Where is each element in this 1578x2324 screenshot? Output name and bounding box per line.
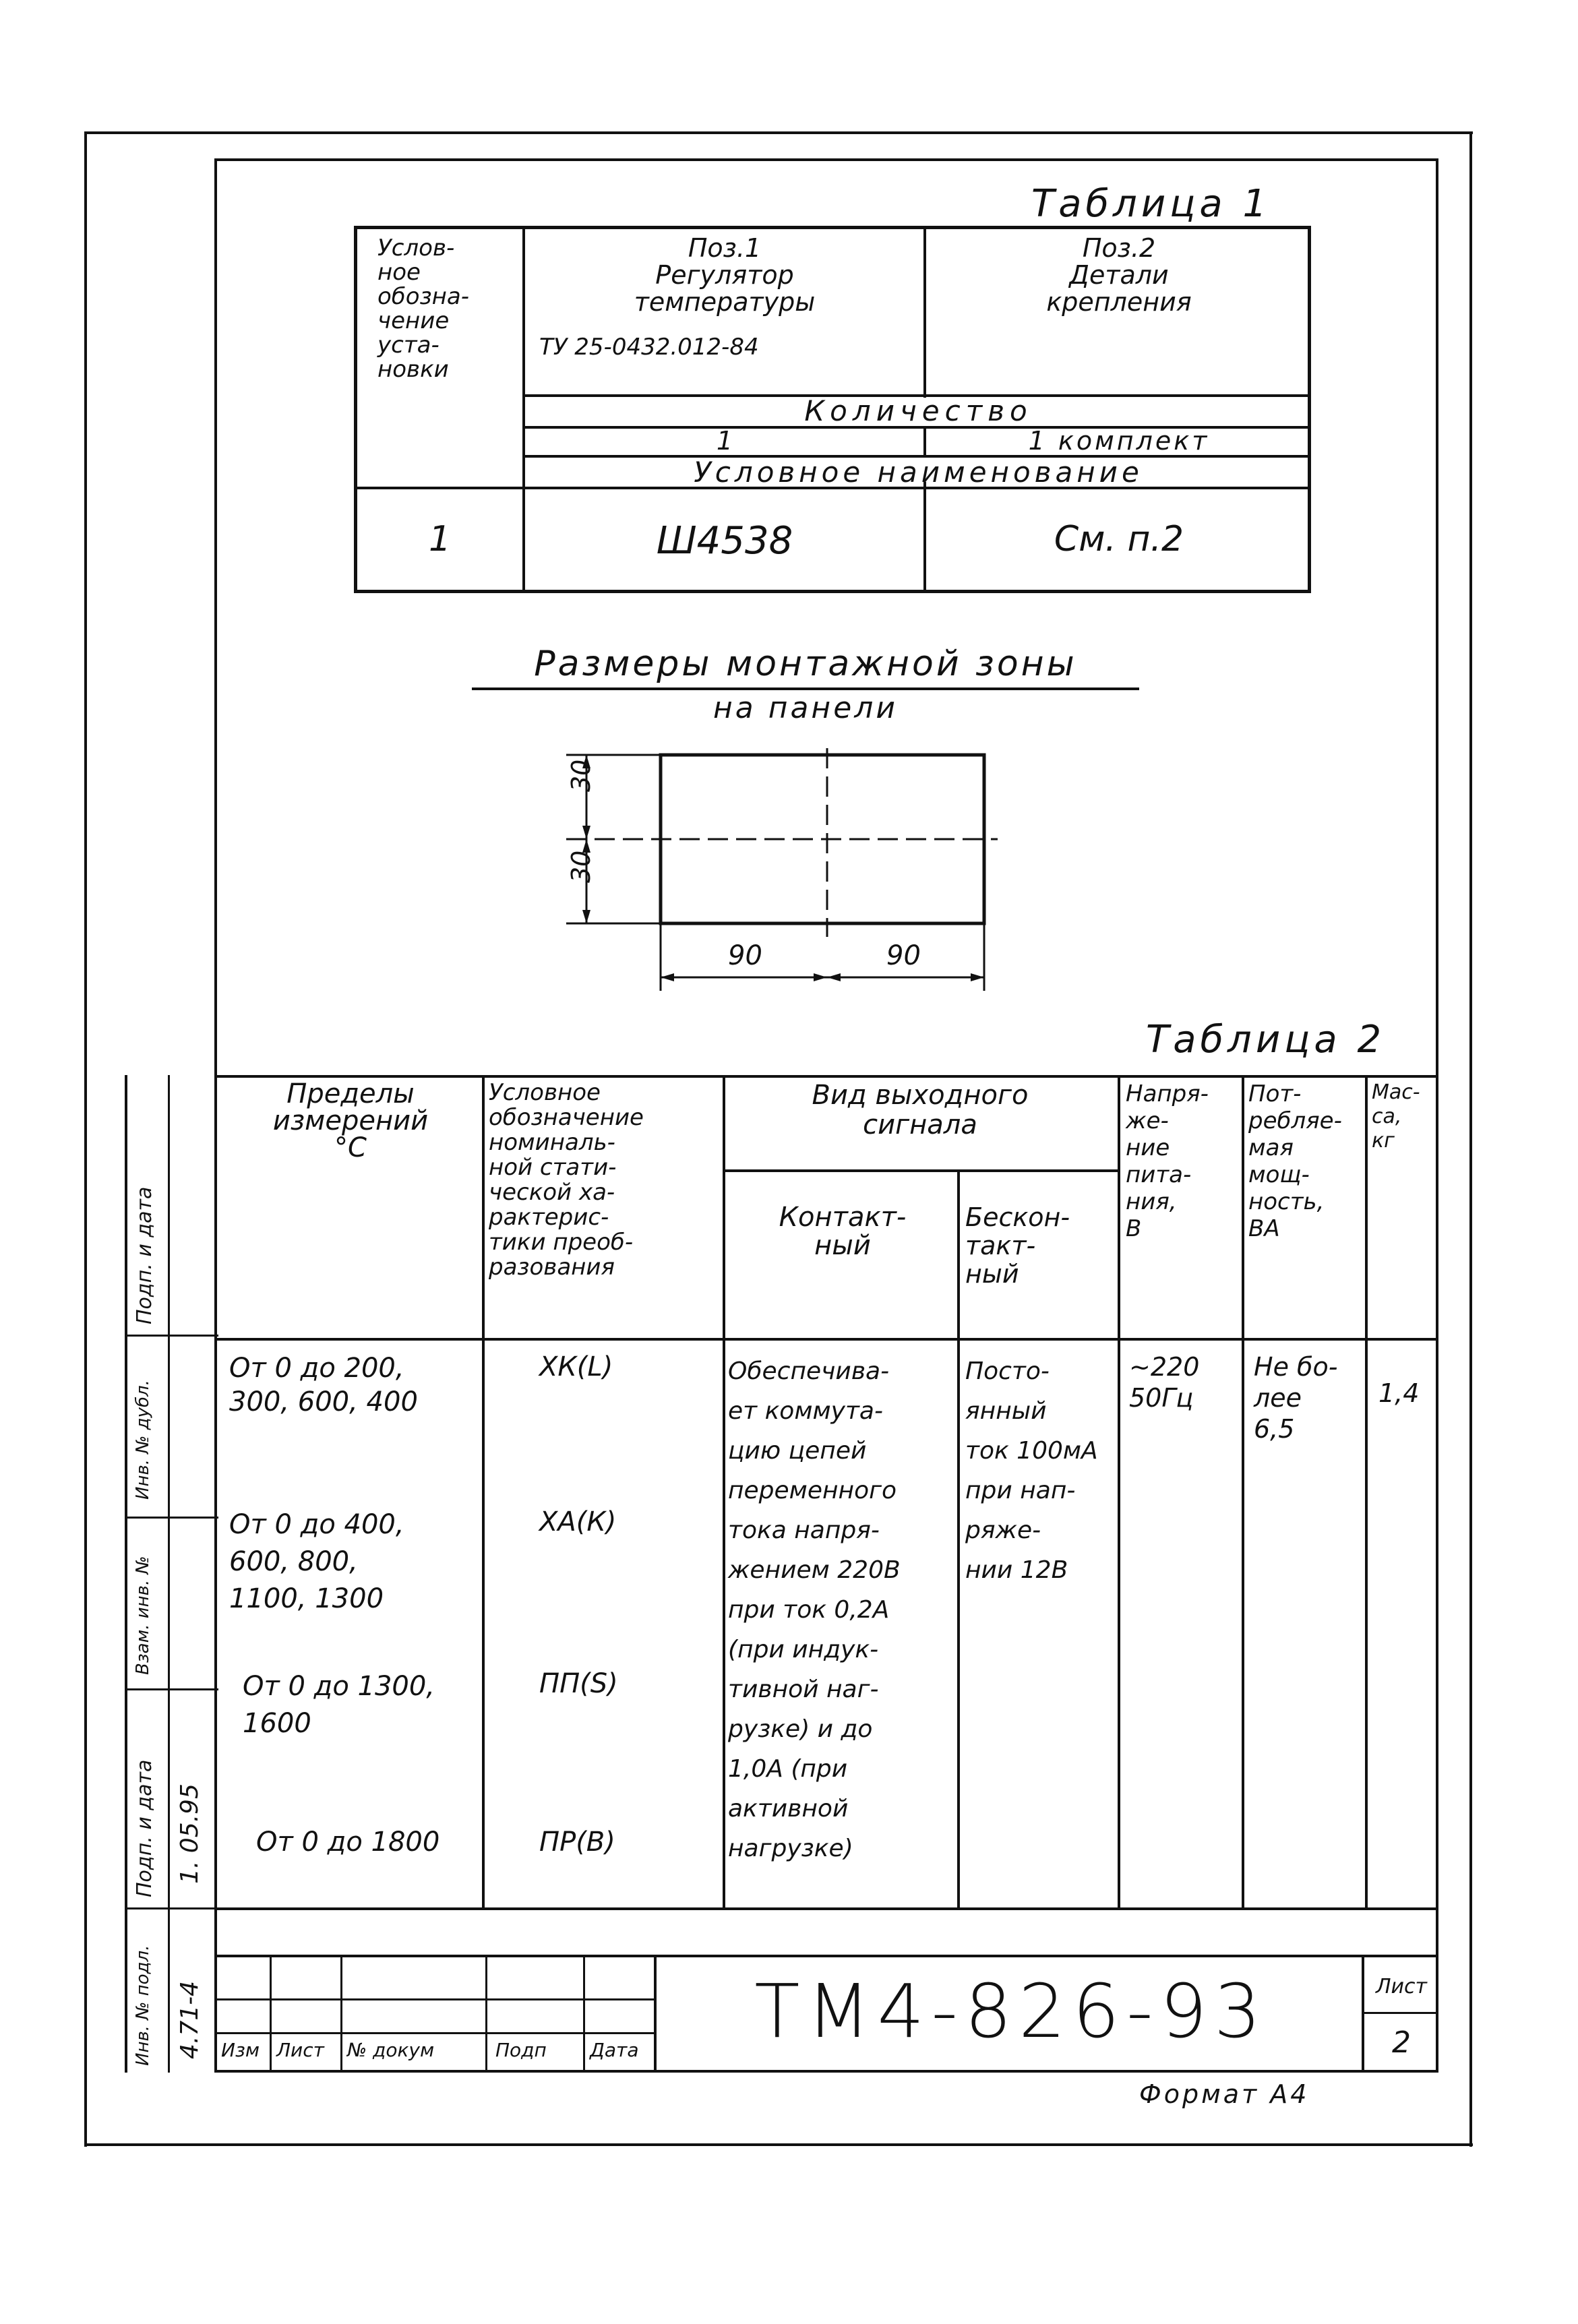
table2-h-contact: Контакт- ный [779,1202,907,1261]
format-label: Формат А4 [1139,2079,1310,2109]
inner-frame-top [214,158,1438,161]
table2-voltage-text: ~220 50Гц [1129,1352,1200,1413]
table2-h-range: Пределы измерений °С [272,1078,429,1163]
table2 [216,1075,1438,1911]
table1-row-col2: Ш4538 [656,519,793,563]
table2-designation-3: ПП(S) [539,1668,618,1699]
table1-col1-header: Услов- ное обозна- чение уста- новки [377,235,469,383]
table2-designation-4: ПР(В) [539,1827,615,1858]
zone-subtitle: на панели [712,691,898,725]
side-label-2: Инв. № дубл. [133,1380,153,1500]
table2-h-designation: Условное обозначение номиналь- ной стати- ческой ха- рактерис- тики преоб- разования [489,1079,644,1281]
zone-title-underline [472,687,1139,690]
table2-range-3: От 0 до 1300, 1600 [243,1671,435,1739]
table1-col2-header: Поз.1 Регулятор температуры [634,233,816,317]
table2-h-voltage: Напря- же- ние пита- ния, В [1126,1080,1209,1242]
table2-h-mass: Мас- са, кг [1372,1080,1420,1153]
zone-drawing [526,735,1038,1004]
outer-frame-left [84,131,87,2147]
zone-dim-v2: 30 [566,850,596,883]
side-value-inv: 4.71-4 [176,1980,204,2059]
outer-frame-bottom [84,2143,1473,2146]
table1-row-col1: 1 [428,519,452,559]
table1-cond-name-label: Условное наименование [694,456,1143,489]
title-block [216,1911,1438,2073]
side-label-5: Инв. № подл. [133,1945,153,2066]
side-label-1: Подп. и дата [133,1186,156,1324]
zone-dim-h1: 90 [728,940,762,971]
table1 [354,226,1311,593]
stamp-doc-number: ТМ4-826-93 [754,1968,1268,2054]
table1-caption: Таблица 1 [1031,182,1271,226]
table2-h-power: Пот- ребляе- мая мощ- ность, ВА [1248,1080,1342,1242]
table2-power-text: Не бо- лее 6,5 [1254,1352,1338,1444]
stamp-col-izm: Изм [221,2039,260,2061]
side-label-4: Подп. и дата [133,1759,156,1897]
stamp-col-podp: Подп [495,2039,547,2061]
table1-qty-col3: 1 комплект [1028,426,1210,456]
stamp-col-doc: № докум [347,2039,435,2061]
table2-h-output: Вид выходного сигнала [812,1080,1029,1140]
stamp-col-list: Лист [276,2039,324,2061]
table1-qty-label: Количество [804,394,1033,427]
zone-dim-v1: 30 [566,759,596,792]
stamp-sheet-number: 2 [1392,2025,1411,2060]
outer-frame-right [1469,131,1472,2147]
table2-mass-text: 1,4 [1378,1378,1420,1408]
zone-title: Размеры монтажной зоны [534,644,1077,684]
table2-contact-text: Обеспечива- ет коммута- цию цепей переменного тока напря- жением 220В при ток 0,2А (при индук- тивной наг- рузке) и до 1,0А (при активной нагрузке) [728,1357,901,1862]
outer-frame-top [84,131,1473,134]
table2-contactless-text: Посто- янный ток 100мА при нап- ряже- нии 12В [965,1357,1098,1584]
table2-range-1: От 0 до 200, 300, 600, 400 [229,1353,418,1417]
table1-col3-header: Поз.2 Детали крепления [1046,233,1192,317]
table2-range-4: От 0 до 1800 [256,1827,440,1858]
stamp-col-data: Дата [590,2039,639,2061]
table2-designation-1: ХК(L) [539,1351,613,1382]
table1-col2-spec: ТУ 25-0432.012-84 [539,334,759,361]
table1-row-col3: См. п.2 [1054,519,1184,559]
zone-dim-h2: 90 [886,940,921,971]
side-label-3: Взам. инв. № [133,1556,153,1675]
table2-range-2: От 0 до 400, 600, 800, 1100, 1300 [229,1509,404,1614]
table2-h-contactless: Бескон- такт- ный [965,1202,1070,1289]
stamp-sheet-label: Лист [1375,1975,1428,1998]
table2-designation-2: ХА(К) [539,1506,617,1537]
side-value-date: 1. 05.95 [176,1783,204,1884]
side-strip [125,1075,216,2073]
table2-caption: Таблица 2 [1146,1018,1386,1062]
table1-qty-col2: 1 [716,426,733,456]
